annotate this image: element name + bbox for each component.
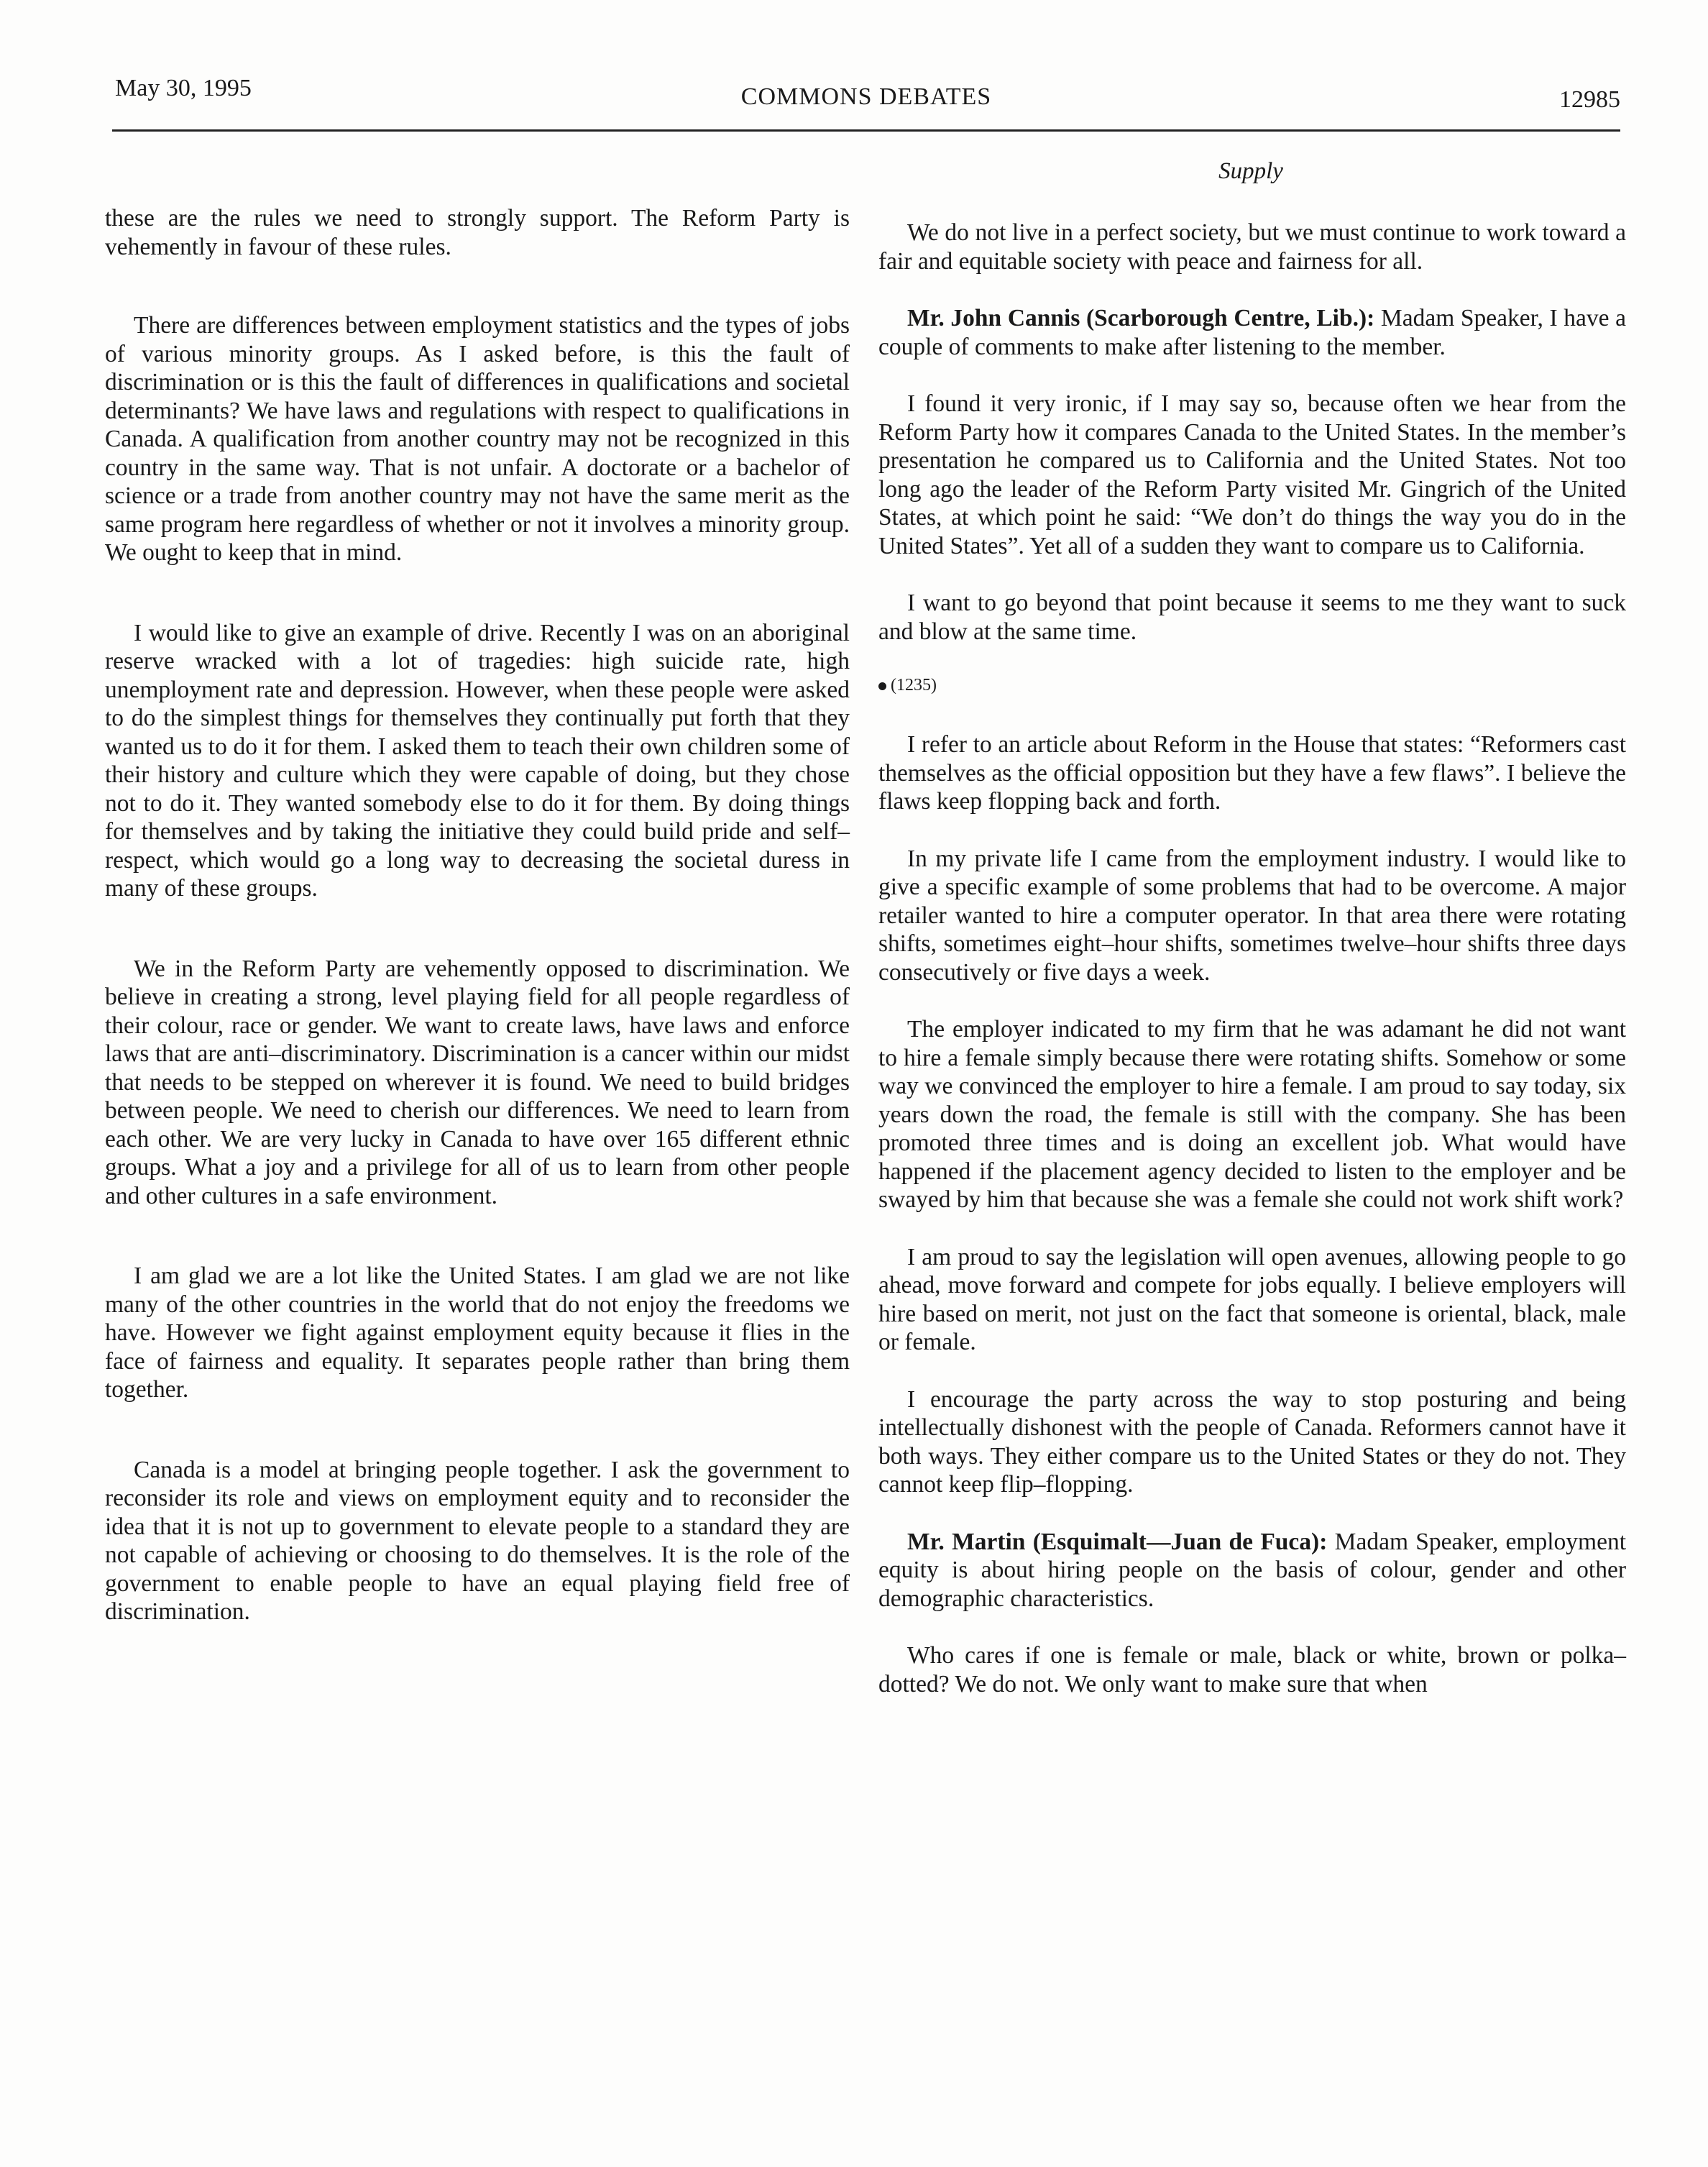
paragraph: I want to go beyond that point because it seems to me they want to suck and blow at the same time. <box>878 590 1626 645</box>
section-label: Supply <box>1218 158 1283 184</box>
speaker-name: Mr. John Cannis (Scarborough Centre, Lib.): <box>907 305 1375 331</box>
header-date: May 30, 1995 <box>115 75 252 101</box>
paragraph: There are differences between employment statistics and the types of jobs of various minority groups. As I asked before, is this the fault of discrimination or is this the fault of differences in qualifications and societal determinants? We have laws and regulations with respect to qualifications in Canada. A qualification from another country may not be recognized in this country in the same way. That is not unfair. A doctorate or a bachelor of science or a trade from another country may not have the same merit as the same program here regardless of whether or not it involves a minority group. We ought to keep that in mind. <box>105 312 850 566</box>
timestamp-text: (1235) <box>891 676 937 695</box>
paragraph: these are the rules we need to strongly support. The Reform Party is vehemently in favour of these rules. <box>105 205 850 260</box>
paragraph: I am proud to say the legislation will open avenues, allowing people to go ahead, move forward and compete for jobs equally. I believe employers will hire based on merit, not just on the fact that someone is oriental, black, male or female. <box>878 1243 1626 1355</box>
timestamp-marker <box>878 674 1626 696</box>
header-title: COMMONS DEBATES <box>740 83 992 110</box>
paragraph: In my private life I came from the employment industry. I would like to give a specific example of some problems that had to be overcome. A major retailer wanted to hire a computer operator. In that area there were rotating shifts, sometimes eight–hour shifts, sometimes twelve–hour shifts three days consecutively or five days a week. <box>878 845 1626 986</box>
paragraph: We in the Reform Party are vehemently opposed to discrimination. We believe in creating a strong, level playing field for all people regardless of their colour, race or gender. We want to create laws, have laws and enforce laws that are anti–discriminatory. Discrimination is a cancer within our midst that needs to be stepped on wherever it is found. We need to build bridges between people. We need to cherish our differences. We need to learn from each other. We are very lucky in Canada to have over 165 different ethnic groups. What a joy and a privilege for all of us to learn from other people and other cultures in a safe environment. <box>105 955 850 1209</box>
paragraph: I refer to an article about Reform in the House that states: “Reformers cast themselves as the official opposition but they have a few flaws”. I believe the flaws keep flopping back and forth. <box>878 731 1626 815</box>
speaker-name: Mr. Martin (Esquimalt—Juan de Fuca): <box>907 1528 1328 1555</box>
speech-cannis <box>878 304 1626 361</box>
paragraph: The employer indicated to my firm that he was adamant he did not want to hire a female simply because there were rotating shifts. Somehow or some way we convinced the employer to hire a female. I am proud to say today, six years down the road, the female is still with the company. She has been promoted three times and is doing an excellent job. What would have happened if the placement agency decided to listen to the employer and be swayed by him that because she was a female she could not work shift work? <box>878 1016 1626 1213</box>
right-column <box>878 219 1626 1727</box>
speech-text: Madam Speaker, I have a couple of comments to make after listening to the member. <box>878 305 1626 360</box>
paragraph: I found it very ironic, if I may say so, because often we hear from the Reform Party how it compares Canada to the United States. In the member’s presentation he compared us to California and the United States. Not too long ago the leader of the Reform Party visited Mr. Gingrich of the United States, at which point he said: “We don’t do things the way you do in the United States”. Yet all of a sudden they want to compare us to California. <box>878 390 1626 559</box>
paragraph: I am glad we are a lot like the United States. I am glad we are not like many of the other countries in the world that do not enjoy the freedoms we have. However we fight against employment equity because it flies in the face of fairness and equality. It separates people rather than bring them together. <box>105 1263 850 1403</box>
left-column <box>105 204 850 1678</box>
paragraph: Who cares if one is female or male, black or white, brown or polka–dotted? We do not. We only want to make sure that when <box>878 1642 1626 1698</box>
paragraph: I encourage the party across the way to stop posturing and being intellectually dishonest with the people of Canada. Reformers cannot have it both ways. They either compare us to the United States or they do not. They cannot keep flip–flopping. <box>878 1385 1626 1498</box>
bullet-icon <box>878 682 886 690</box>
page-header <box>112 70 1620 121</box>
speech-martin <box>878 1528 1626 1613</box>
paragraph: I would like to give an example of drive. Recently I was on an aboriginal reserve wracked with a lot of tragedies: high suicide rate, high unemployment rate and depression. However, when these people were asked to do the simplest things for themselves they continually put forth that they wanted us to do it for them. I asked them to teach their own children some of their history and culture which they were capable of doing, but they chose not to do it. They wanted somebody else to do it for them. By doing things for themselves and by taking the initiative they could build pride and self–respect, which would go a long way to decreasing the societal duress in many of these groups. <box>105 619 850 902</box>
header-page-number: 12985 <box>1559 86 1620 113</box>
paragraph: We do not live in a perfect society, but we must continue to work toward a fair and equitable society with peace and fairness for all. <box>878 219 1626 275</box>
speech-text: Madam Speaker, employment equity is about hiring people on the basis of colour, gender and other demographic characteristics. <box>878 1528 1626 1612</box>
header-rule <box>112 129 1620 132</box>
paragraph: Canada is a model at bringing people together. I ask the government to reconsider its role and views on employment equity and to reconsider the idea that it is not up to government to elevate people to a standard they are not capable of achieving or choosing to do themselves. It is the role of the government to enable people to have an equal playing field free of discrimination. <box>105 1456 850 1625</box>
